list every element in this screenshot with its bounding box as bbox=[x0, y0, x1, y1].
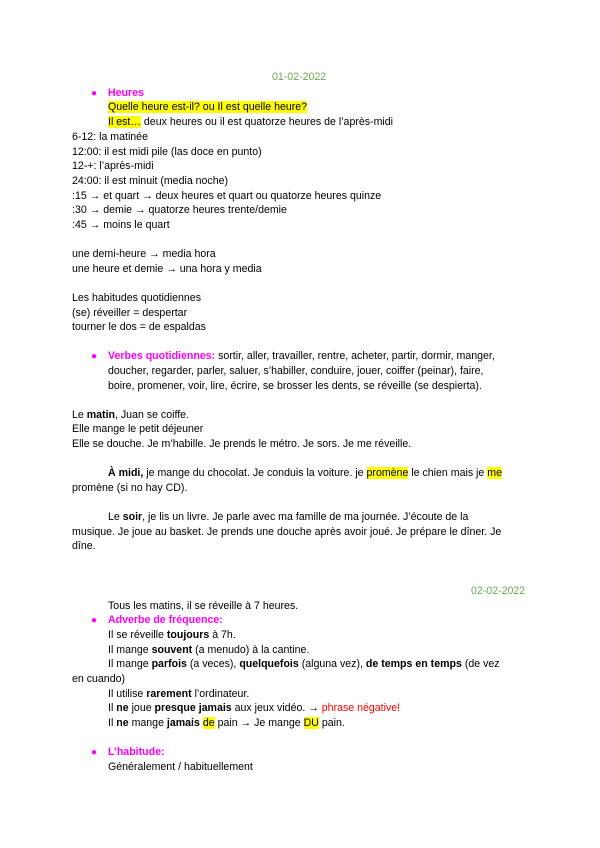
time-line: 12-+: l’après-midi bbox=[72, 160, 154, 172]
habitudes-line: tourner le dos = de espaldas bbox=[72, 321, 206, 333]
midi-text: le chien mais je bbox=[408, 467, 488, 479]
time-line: 6-12: la matinée bbox=[72, 131, 148, 143]
time-line: :30 → demie → quatorze heures trente/demie bbox=[72, 204, 287, 216]
adverb-text: l’ordinateur. bbox=[191, 688, 250, 700]
adverb-line bbox=[108, 702, 400, 715]
midi-bold: À midi, bbox=[108, 467, 144, 479]
adverb-text: mange bbox=[128, 717, 167, 729]
adverb-line: en cuando) bbox=[72, 673, 126, 685]
adverb-bold: de temps en temps bbox=[365, 658, 462, 670]
adverb-text: Il mange bbox=[108, 658, 152, 670]
adverb-highlight: DU bbox=[303, 717, 319, 729]
adverb-text: Il bbox=[108, 702, 117, 714]
bullet-icon: ● bbox=[91, 747, 98, 758]
time-line: :45 → moins le quart bbox=[72, 219, 170, 231]
answer-rest: deux heures ou il est quatorze heures de l’après-midi bbox=[140, 116, 394, 128]
adverb-line bbox=[108, 717, 345, 730]
midi-text: je mange du chocolat. Je conduis la voiture. je bbox=[143, 467, 367, 479]
adverb-bold: ne bbox=[116, 717, 129, 729]
adverb-text: pain. bbox=[318, 717, 345, 729]
adverb-line bbox=[108, 629, 236, 642]
adverb-bold: ne bbox=[116, 702, 129, 714]
adverb-text: Il se réveille bbox=[108, 629, 167, 641]
demi-line: une demi-heure → media hora bbox=[72, 248, 216, 260]
matin-line bbox=[72, 409, 189, 422]
bullet-icon: ● bbox=[91, 88, 98, 99]
midi-highlight: promène bbox=[366, 467, 409, 479]
habitudes-line: Les habitudes quotidiennes bbox=[72, 292, 201, 304]
soir-text: Le bbox=[108, 511, 123, 523]
bullet-icon: ● bbox=[91, 351, 98, 362]
verbs-heading: Verbes quotidiennes: bbox=[108, 350, 216, 362]
negative-note: phrase négative! bbox=[321, 702, 401, 714]
matin-post: , Juan se coiffe. bbox=[115, 409, 190, 421]
adverb-text: Il bbox=[108, 717, 117, 729]
adverb-text: (alguna vez), bbox=[298, 658, 366, 670]
adverb-line bbox=[108, 658, 500, 671]
matin-bold: matin bbox=[86, 409, 115, 421]
verbs-line-1 bbox=[108, 350, 526, 363]
adverb-bold: jamais bbox=[166, 717, 200, 729]
soir-line-3: dîne. bbox=[72, 540, 96, 552]
adverb-bold: quelquefois bbox=[239, 658, 299, 670]
soir-bold: soir bbox=[122, 511, 143, 523]
time-line: 24:00: il est minuit (media noche) bbox=[72, 175, 229, 187]
intro-line: Tous les matins, il se réveille à 7 heures. bbox=[108, 600, 299, 612]
adverb-line bbox=[108, 688, 249, 701]
answer-highlight: Il est… bbox=[108, 116, 141, 128]
matin-pre: Le bbox=[72, 409, 87, 421]
bullet-icon: ● bbox=[91, 615, 98, 626]
adverb-bold: presque jamais bbox=[154, 702, 232, 714]
heading-habitude: L’habitude: bbox=[108, 746, 165, 758]
adverb-text: Il utilise bbox=[108, 688, 147, 700]
verbs-line-2: doucher, regarder, parler, saluer, s’habiller, conduire, jouer, coiffer (peinar), faire, bbox=[108, 365, 484, 377]
midi-line-2: promène (si no hay CD). bbox=[72, 482, 188, 494]
soir-text: , je lis un livre. Je parle avec ma famille de ma journée. J’écoute de la bbox=[142, 511, 469, 523]
habitudes-line: (se) réveiller = despertar bbox=[72, 307, 188, 319]
midi-line-1 bbox=[108, 467, 502, 480]
time-line: 12:00: il est midi pile (las doce en punto) bbox=[72, 146, 262, 158]
adverb-text: joue bbox=[128, 702, 155, 714]
adverb-bold: rarement bbox=[146, 688, 192, 700]
date-1: 01-02-2022 bbox=[272, 71, 327, 83]
adverb-bold: souvent bbox=[151, 644, 193, 656]
date-2: 02-02-2022 bbox=[471, 585, 526, 597]
answer-line bbox=[108, 116, 393, 129]
heading-heures: Heures bbox=[108, 87, 144, 99]
adverb-line bbox=[108, 644, 309, 657]
question-highlight: Quelle heure est-il? ou Il est quelle heure? bbox=[108, 101, 308, 113]
heading-adverbe: Adverbe de fréquence: bbox=[108, 614, 223, 626]
adverb-text: à 7h. bbox=[209, 629, 236, 641]
adverb-text: pain → Je mange bbox=[214, 717, 304, 729]
adverb-bold: parfois bbox=[151, 658, 187, 670]
adverb-text: (a veces), bbox=[186, 658, 240, 670]
adverb-text: Il mange bbox=[108, 644, 152, 656]
habitude-line: Généralement / habituellement bbox=[108, 761, 253, 773]
midi-highlight: me bbox=[487, 467, 502, 479]
time-line: :15 → et quart → deux heures et quart ou quatorze heures quinze bbox=[72, 190, 382, 202]
demi-line: une heure et demie → una hora y media bbox=[72, 263, 262, 275]
question-line bbox=[108, 101, 307, 114]
soir-line-2: musique. Je joue au basket. Je prends une douche après avoir joué. Je prépare le dîner. Je bbox=[72, 526, 502, 538]
verbs-line-3: boire, promener, voir, lire, écrire, se brosser les dents, se réveille (se despierta). bbox=[108, 380, 482, 392]
adverb-bold: toujours bbox=[166, 629, 210, 641]
matin-line: Elle se douche. Je m’habille. Je prends le métro. Je sors. Je me réveille. bbox=[72, 438, 412, 450]
verbs-text: sortir, aller, travailler, rentre, acheter, partir, dormir, manger, bbox=[215, 350, 495, 362]
adverb-text: aux jeux vidéo. → bbox=[231, 702, 322, 714]
adverb-highlight: de bbox=[202, 717, 215, 729]
adverb-text: (a menudo) à la cantine. bbox=[192, 644, 310, 656]
adverb-text: (de vez bbox=[461, 658, 500, 670]
matin-line: Elle mange le petit déjeuner bbox=[72, 423, 204, 435]
soir-line-1 bbox=[108, 511, 468, 524]
